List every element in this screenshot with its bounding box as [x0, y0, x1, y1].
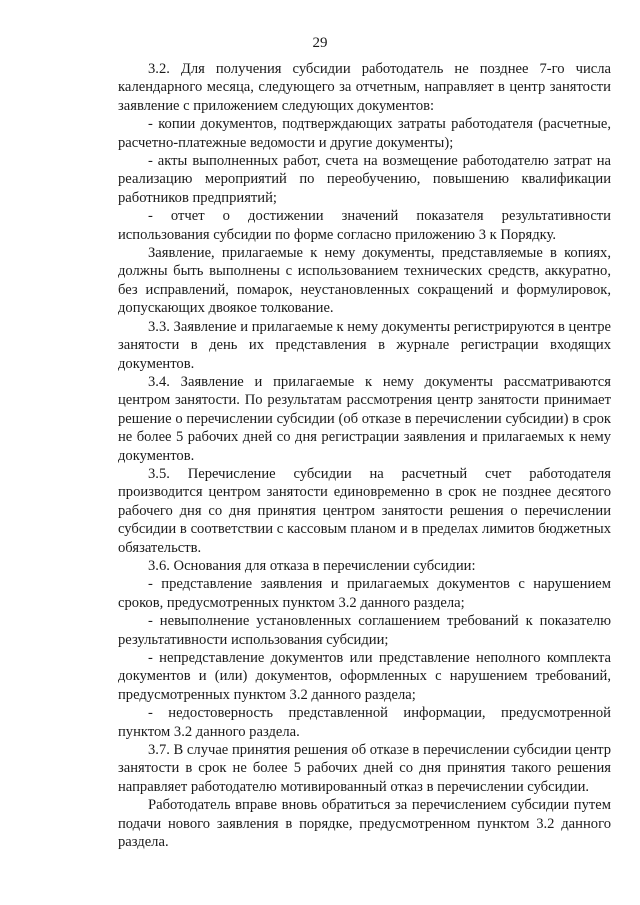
list-item-report: - отчет о достижении значений показателя результативности использования субсидии по форме согласно приложению 3 к Порядку. — [118, 208, 611, 243]
list-item-acts: - акты выполненных работ, счета на возмещение работодателю затрат на реализацию мероприятий по переобучению, повышению квалификации работников предприятий; — [118, 153, 611, 206]
page-number: 29 — [312, 35, 328, 51]
paragraph-3-5: 3.5. Перечисление субсидии на расчетный счет работодателя производится центром занятости единовременно в срок не позднее десятого рабочего дня со дня принятия центром занятости решения о перечислении субсидии в соответствии с кассовым планом и в пределах лимитов бюджетных обязательств. — [118, 465, 611, 556]
list-item-incomplete: - непредставление документов или представление неполного комплекта документов и (или) документов, оформленных с нарушением требований, предусмотренных пунктом 3.2 данного раздела; — [118, 650, 611, 703]
list-item-inaccuracy: - недостоверность представленной информации, предусмотренной пунктом 3.2 данного раздела. — [118, 705, 611, 740]
paragraph-reapply: Работодатель вправе вновь обратиться за перечислением субсидии путем подачи нового заявления в порядке, предусмотренном пунктом 3.2 данного раздела. — [118, 797, 611, 851]
document-body — [118, 60, 611, 851]
paragraph-3-7: 3.7. В случае принятия решения об отказе в перечислении субсидии центр занятости в срок не более 5 рабочих дней со дня принятия такого решения направляет работодателю мотивированный отказ в перечислении субсидии. — [118, 742, 611, 795]
list-item-copies: - копии документов, подтверждающих затраты работодателя (расчетные, расчетно-платежные ведомости и другие документы); — [118, 116, 611, 151]
list-item-nonfulfillment: - невыполнение установленных соглашением требований к показателю результативности использования субсидии; — [118, 613, 611, 648]
paragraph-3-2: 3.2. Для получения субсидии работодатель не позднее 7-го числа календарного месяца, следующего за отчетным, направляет в центр занятости заявление с приложением следующих документов: — [118, 61, 611, 114]
list-item-deadline: - представление заявления и прилагаемых документов с нарушением сроков, предусмотренных пунктом 3.2 данного раздела; — [118, 576, 611, 611]
paragraph-3-6: 3.6. Основания для отказа в перечислении субсидии: — [148, 557, 476, 574]
paragraph-3-3: 3.3. Заявление и прилагаемые к нему документы регистрируются в центре занятости в день их представления в журнале регистрации входящих документов. — [118, 318, 611, 372]
paragraph-requirements: Заявление, прилагаемые к нему документы, представляемые в копиях, должны быть выполнены с использованием технических средств, аккуратно, без исправлений, помарок, неустановленных сокращений и формулировок, допускающих двоякое толкование. — [118, 245, 611, 317]
paragraph-3-4: 3.4. Заявление и прилагаемые к нему документы рассматриваются центром занятости. По результатам рассмотрения центр занятости принимает решение о перечислении субсидии (об отказе в перечислении субсидии) в срок не более 5 рабочих дней со дня регистрации заявления и прилагаемых к нему документов. — [118, 373, 611, 464]
